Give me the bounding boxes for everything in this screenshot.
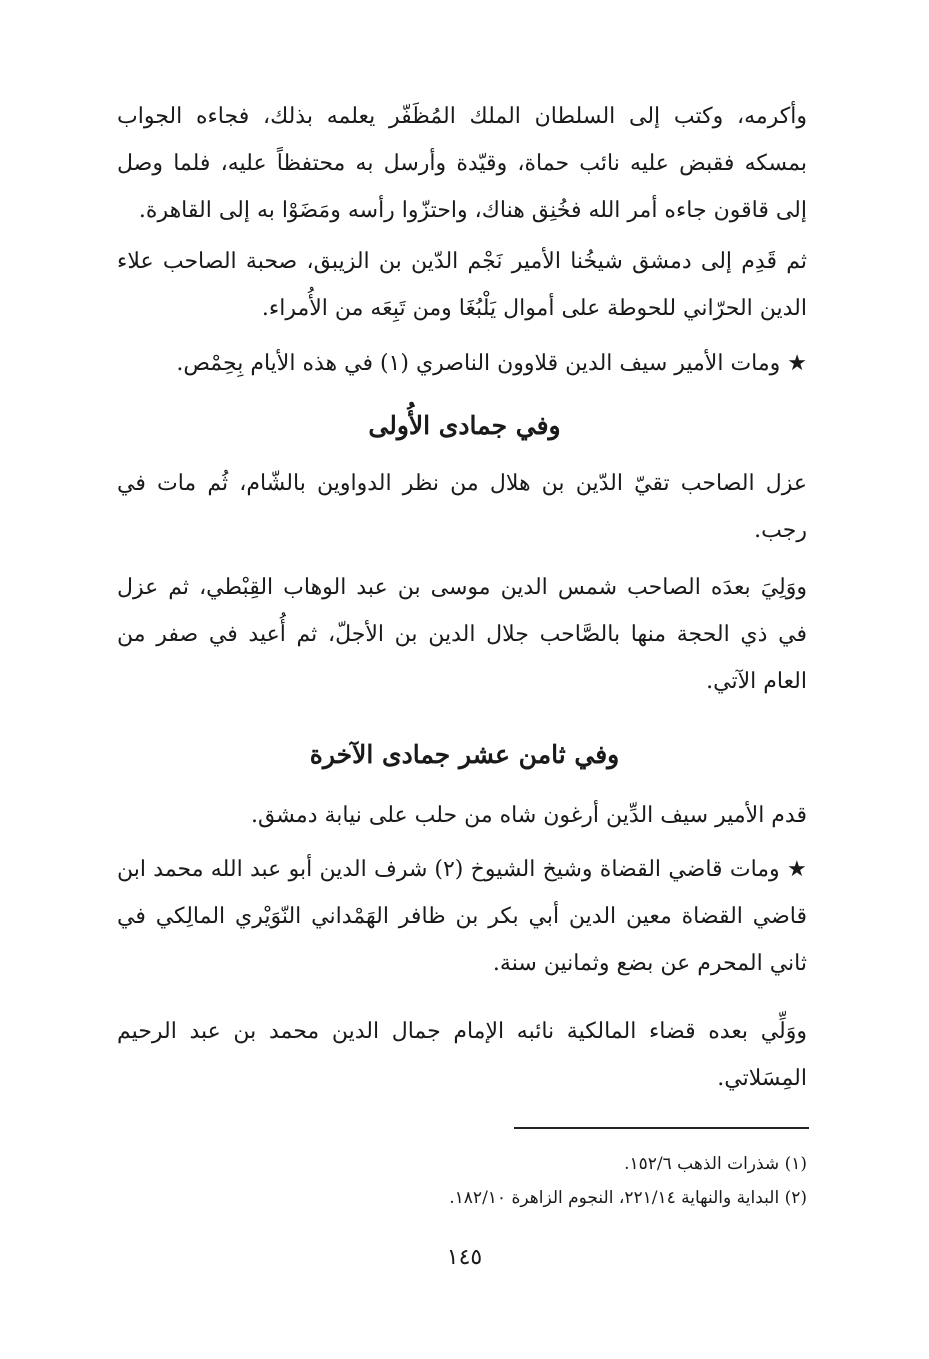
paragraph-arghun-shah: قدم الأمير سيف الدِّين أرغون شاه من حلب على نيابة دمشق. [250, 803, 807, 828]
footnote-2: (٢) البداية والنهاية ٢٢١/١٤، النجوم الزاهرة ١٨٢/١٠. [449, 1188, 807, 1208]
paragraph-arrest-report: وأكرمه، وكتب إلى السلطان الملك المُظَفّر يعلمه بذلك، فجاءه الجواب بمسكه فقبض عليه نائب حماة، وقيّدة وأرسل به محتفظاً عليه، فلما وصل إلى قاقون جاءه أمر الله فخُنِق هناك، واحتزّوا رأسه ومَضَوْا به إلى القاهرة. [117, 104, 807, 223]
paragraph-death-qadi: ★ ومات قاضي القضاة وشيخ الشيوخ (٢) شرف الدين أبو عبد الله محمد ابن قاضي القضاة معين الدين أبي بكر بن ظافر الهَمْداني النّوَيْري المالِكي في ثاني المحرم عن بضع وثمانين سنة. [117, 857, 807, 976]
paragraph-arrival-damascus: ثم قَدِم إلى دمشق شيخُنا الأمير نَجْم الدّين بن الزيبق، صحبة الصاحب علاء الدين الحرّاني للحوطة على أموال يَلْبُغَا ومن تَبِعَه من الأُمراء. [117, 249, 807, 321]
paragraph-dismissal-ibn-hilal: عزل الصاحب تقيّ الدّين بن هلال من نظر الدواوين بالشّام، ثُم مات في رجب. [117, 471, 807, 543]
paragraph-appointment-maliki: ووَلِّي بعده قضاء المالكية نائبه الإمام جمال الدين محمد بن عبد الرحيم المِسَلاتي. [117, 1019, 807, 1091]
footnote-1: (١) شذرات الذهب ١٥٢/٦. [624, 1154, 807, 1174]
footnote-separator [514, 1127, 809, 1129]
paragraph-death-qalawun: ★ ومات الأمير سيف الدين قلاوون الناصري (١) في هذه الأيام بِحِمْص. [176, 351, 807, 376]
paragraph-appointment-qibti: ووَلِيَ بعدَه الصاحب شمس الدين موسى بن عبد الوهاب القِبْطي، ثم عزل في ذي الحجة منها بالصَّاحب جلال الدين بن الأجلّ، ثم أُعيد في صفر من العام الآتي. [117, 575, 807, 694]
section-heading-jumada-akhira: وفي ثامن عشر جمادى الآخرة [309, 740, 620, 769]
page-number: ١٤٥ [446, 1245, 483, 1270]
section-heading-jumada-ula: وفي جمادى الأُولى [368, 411, 561, 440]
